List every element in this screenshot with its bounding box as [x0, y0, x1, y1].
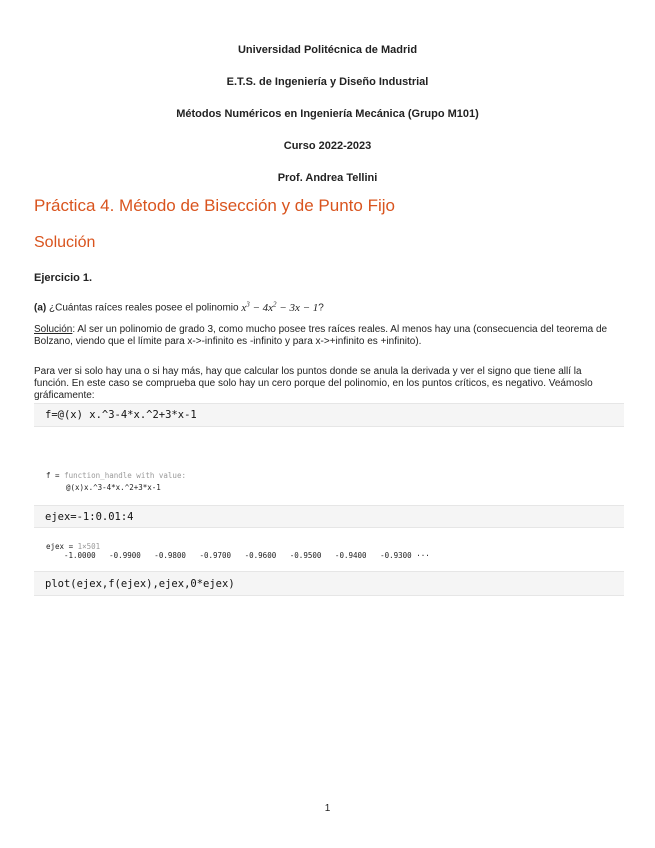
explanation-paragraph: Para ver si solo hay una o si hay más, hay que calcular los puntos donde se anula la derivada y ver el signo que tiene allí la función. En este caso se comprueba que solo hay un cero porque del polinomio, en los puntos críticos, es negativo. Veámoslo gráficamente:: [34, 366, 593, 401]
code-cell-1-text: f=@(x) x.^3-4*x.^2+3*x-1: [45, 409, 197, 421]
output-2: ejex = 1×501: [46, 542, 101, 551]
header-year: Curso 2022-2023: [283, 140, 372, 152]
header-course: Métodos Numéricos en Ingeniería Mecánica (Grupo M101): [176, 108, 479, 120]
code-cell-3[interactable]: [34, 571, 624, 596]
header-school: E.T.S. de Ingeniería y Diseño Industrial: [226, 76, 429, 88]
question-label: (a): [34, 302, 47, 314]
header-university: Universidad Politécnica de Madrid: [237, 44, 418, 56]
page-title: Práctica 4. Método de Bisección y de Punto Fijo: [34, 196, 395, 215]
code-cell-2[interactable]: [34, 505, 624, 528]
page-number: 1: [324, 803, 331, 814]
question-text: ¿Cuántas raíces reales posee el polinomio: [49, 302, 239, 314]
page-subtitle: Solución: [34, 234, 96, 251]
code-cell-2-text: ejex=-1:0.01:4: [45, 511, 134, 523]
code-cell-1[interactable]: [34, 403, 624, 427]
solution-text: : Al ser un polinomio de grado 3, como mucho posee tres raíces reales. Al menos hay una (consecuencia del teorema de Bolzano, viendo que el límite para x->-infinito es -infinito y para x->+infinito es +infinito).: [34, 324, 608, 347]
solution-paragraph: [34, 324, 619, 348]
question-paragraph: [34, 298, 619, 315]
output-2-values: -1.0000 -0.9900 -0.9800 -0.9700 -0.9600 -0.9500 -0.9400 -0.9300 ···: [64, 551, 430, 560]
header-professor: Prof. Andrea Tellini: [277, 172, 378, 184]
output-1-value: @(x)x.^3-4*x.^2+3*x-1: [66, 483, 161, 492]
question-end: ?: [318, 302, 324, 314]
code-cell-3-text: plot(ejex,f(ejex),ejex,0*ejex): [45, 578, 235, 590]
output-1: f = function_handle with value:: [46, 471, 186, 480]
solution-label: Solución: [34, 324, 73, 335]
polynomial-formula: $x^3 - 4x^2 - 3x - 1$: [241, 300, 319, 314]
exercise-heading: Ejercicio 1.: [34, 272, 93, 284]
